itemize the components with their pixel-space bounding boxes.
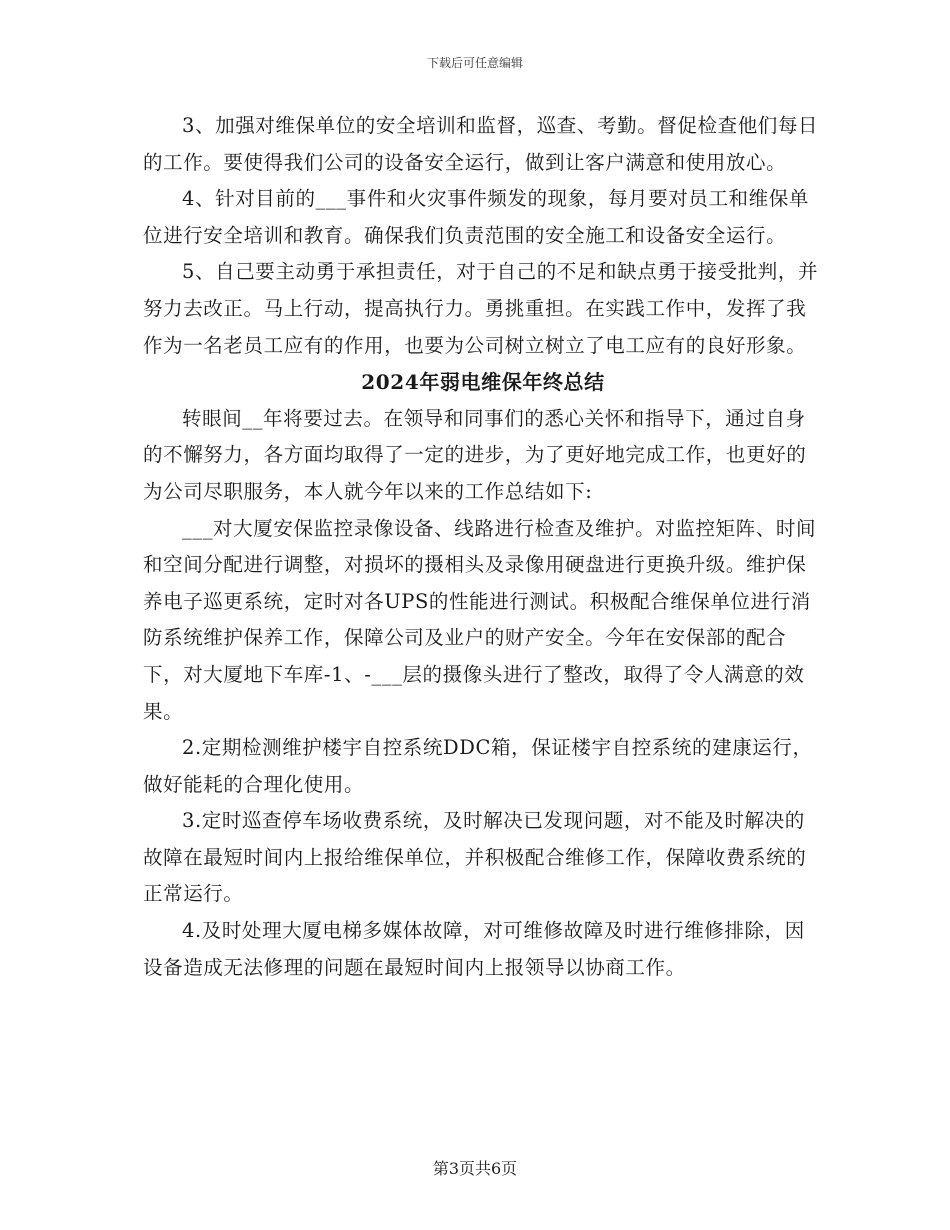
- section-title: 2024年弱电维保年终总结: [361, 370, 605, 395]
- paragraph-summary-3: 3.定时巡查停车场收费系统，及时解决已发现问题，对不能及时解决的故障在最短时间内上报给维保单位，并积极配合维修工作，保障收费系统的正常运行。: [143, 809, 807, 906]
- paragraph-item-4: 4、针对目前的___事件和火灾事件频发的现象，每月要对员工和维保单位进行安全培训和教育。确保我们负责范围的安全施工和设备安全运行。: [143, 187, 809, 247]
- paragraph-summary-1: ___对大厦安保监控录像设备、线路进行检查及维护。对监控矩阵、时间和空间分配进行调整，对损坏的摄相头及录像用硬盘进行更换升级。维护保养电子巡更系统，定时对各UPS的性能进行测试。积极配合维保单位进行消防系统维护保养工作，保障公司及业户的财产安全。今年在安保部的配合下，对大厦地下车库-1、-___层的摄像头进行了整改，取得了令人满意的效果。: [143, 516, 817, 723]
- paragraph-intro: 转眼间__年将要过去。在领导和同事们的悉心关怀和指导下，通过自身的不懈努力，各方面均取得了一定的进步，为了更好地完成工作，也更好的为公司尽职服务，本人就今年以来的工作总结如下:: [143, 406, 807, 503]
- page-header: 下载后可任意编辑: [426, 56, 523, 70]
- paragraph-item-3: 3、加强对维保单位的安全培训和监督，巡查、考勤。督促检查他们每日的工作。要使得我们公司的设备安全运行，做到让客户满意和使用放心。: [143, 114, 819, 174]
- paragraph-summary-4: 4.及时处理大厦电梯多媒体故障，对可维修故障及时进行维修排除，因设备造成无法修理的问题在最短时间内上报领导以协商工作。: [143, 919, 805, 979]
- document-body: [143, 108, 823, 986]
- paragraph-summary-2: 2.定期检测维护楼宇自控系统DDC箱，保证楼宇自控系统的建康运行，做好能耗的合理化使用。: [143, 736, 813, 796]
- page-footer: 第3页共6页: [432, 1159, 518, 1178]
- paragraph-item-5: 5、自己要主动勇于承担责任，对于自己的不足和缺点勇于接受批判，并努力去改正。马上行动，提高执行力。勇挑重担。在实践工作中，发挥了我作为一名老员工应有的作用，也要为公司树立树立了电工应有的良好形象。: [143, 260, 819, 357]
